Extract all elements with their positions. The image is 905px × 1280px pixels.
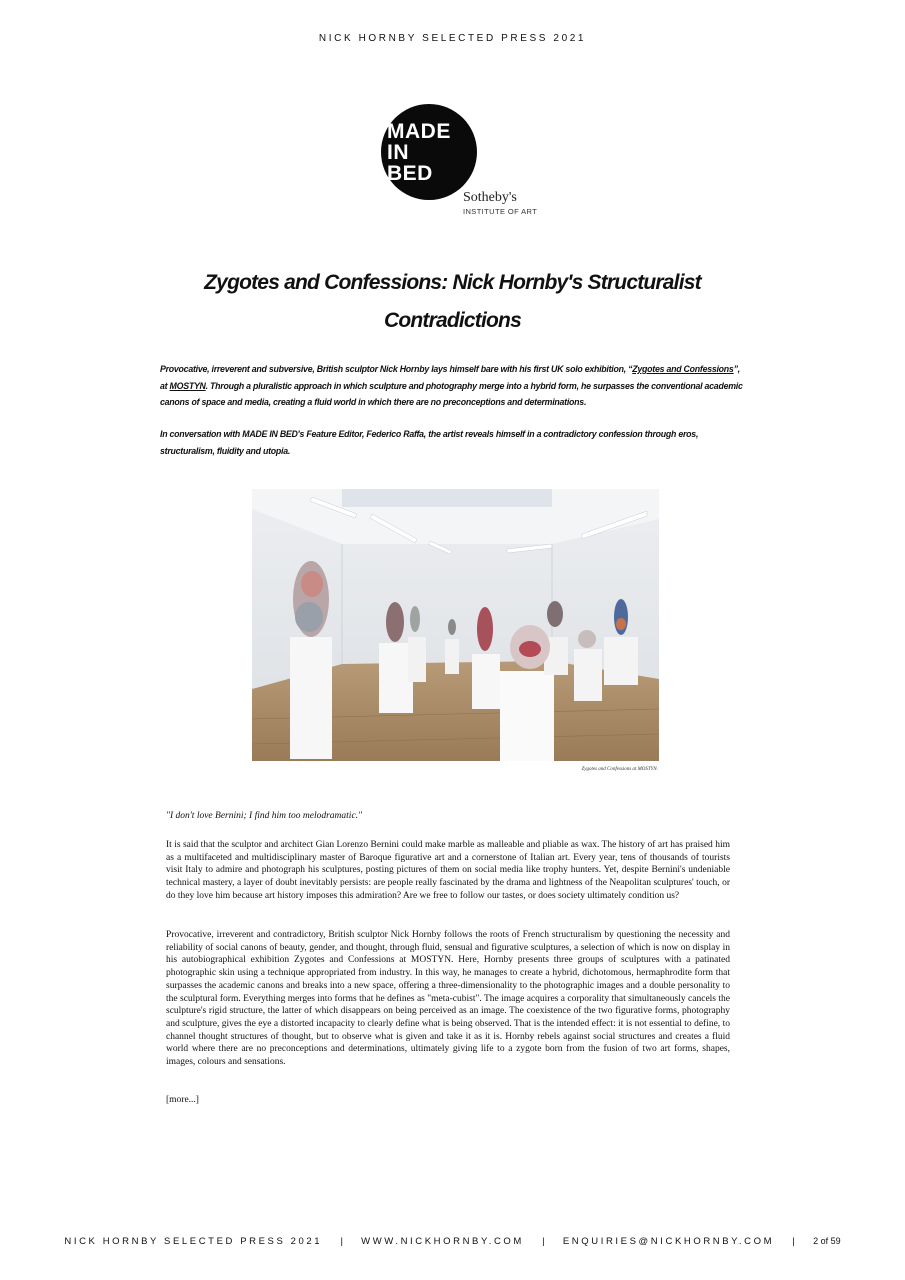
footer-press: NICK HORNBY SELECTED PRESS 2021 [64,1236,323,1247]
logo-line-made: MADE [387,120,451,143]
page-footer [0,1236,905,1247]
footer-email-link[interactable]: ENQUIRIES@NICKHORNBY.COM [562,1236,775,1247]
sothebys-subtitle: INSTITUTE OF ART [463,207,538,216]
pull-quote: "I don't love Bernini; I find him too melodramatic." [166,811,363,821]
article-intro [160,361,745,411]
intro-text-a: Provocative, irreverent and subversive, British sculptor Nick Hornby lays himself bare with his first UK solo exhibition, “ [160,364,633,374]
footer-website-link[interactable]: WWW.NICKHORNBY.COM [361,1236,524,1247]
gallery-illustration [252,489,659,761]
body-paragraph-1: It is said that the sculptor and architect Gian Lorenzo Bernini could make marble as malleable and pliable as wax. The history of art has praised him as a multifaceted and multidisciplinary master of Baroque figurative art and a cornerstone of Italian art. Every year, tens of thousands of tourists visit Italy to admire and photograph his sculptures, posting pictures of them on social media like trophy hunters. Yet, despite Bernini's undeniable technical mastery, a layer of doubt inevitably persists: are people really fascinated by the drama and lightness of the Neapolitan sculptures' touch, or do they love him because art history imposes this admiration? Are we free to follow our tastes, or does society ultimately condition us? [166,840,730,901]
mostyn-link[interactable]: MOSTYN [169,380,206,391]
made-in-bed-logo [381,104,551,219]
footer-separator: | [792,1236,795,1247]
footer-separator: | [340,1236,343,1247]
logo-line-bed: BED [387,162,433,185]
zygotes-and-confessions-link[interactable]: Zygotes and Confessions [632,364,734,374]
page-header: NICK HORNBY SELECTED PRESS 2021 [318,33,587,44]
intro-text-c: . Through a pluralistic approach in which sculpture and photography merge into a hybrid form, he surpasses the conventional academic canons of space and media, creating a fluid world in which there are no preconceptions and determinations. [160,380,743,407]
sothebys-name: Sotheby's [463,190,517,205]
article-intro-conversation: In conversation with MADE IN BED's Feature Editor, Federico Raffa, the artist reveals himself in a contradictory confession through eros, structuralism, fluidity and utopia. [160,429,699,456]
intro-text-b: ”, at [160,364,740,391]
exhibition-photo [252,489,659,761]
body-paragraph-2: Provocative, irreverent and contradictory, British sculptor Nick Hornby follows the roots of French structuralism by questioning the necessity and reliability of social canons of beauty, gender, and thought, through fluid, sensual and figurative sculptures, a selection of which is now on display in his autobiographical exhibition Zygotes and Confessions at MOSTYN. Here, Hornby presents three groups of sculptures with a patinated photographic skin using a technique appropriated from industry. In this way, he manages to create a hybrid, dichotomous, hermaphrodite form that surpasses the academic canons and breaks into a new space, offering a three-dimensionality to the photographic images and a double personality to the sculptural form. Everything merges into forms that he defines as "meta-cubist". The image acquires a corporality that simultaneously cancels the sculpture's rigid structure, the latter of which disappears on being perceived as an image. The coexistence of the two figurative forms, photography and sculpture, gives the eye a distorted incapacity to clearly define what is being observed. That is the intended effect: it is not essential to define, to channel thought structures of thought, but to observe what is given and take it as it is. Hornby rebels against social structures and creates a fluid world where there are no preconceptions and determinations, ultimately giving life to a zygote born from the fusion of two art forms, shapes, images, colours and sensations. [166,930,730,1068]
logo-wordmark [387,121,479,184]
article-title: Zygotes and Confessions: Nick Hornby's Structuralist Contradictions [204,271,701,332]
page-number: 2 of 59 [813,1236,841,1246]
footer-separator: | [542,1236,545,1247]
image-caption: Zygotes and Confessions at MOSTYN. [581,767,658,772]
logo-line-in: IN [387,141,409,164]
more-link[interactable]: [more...] [166,1095,199,1105]
